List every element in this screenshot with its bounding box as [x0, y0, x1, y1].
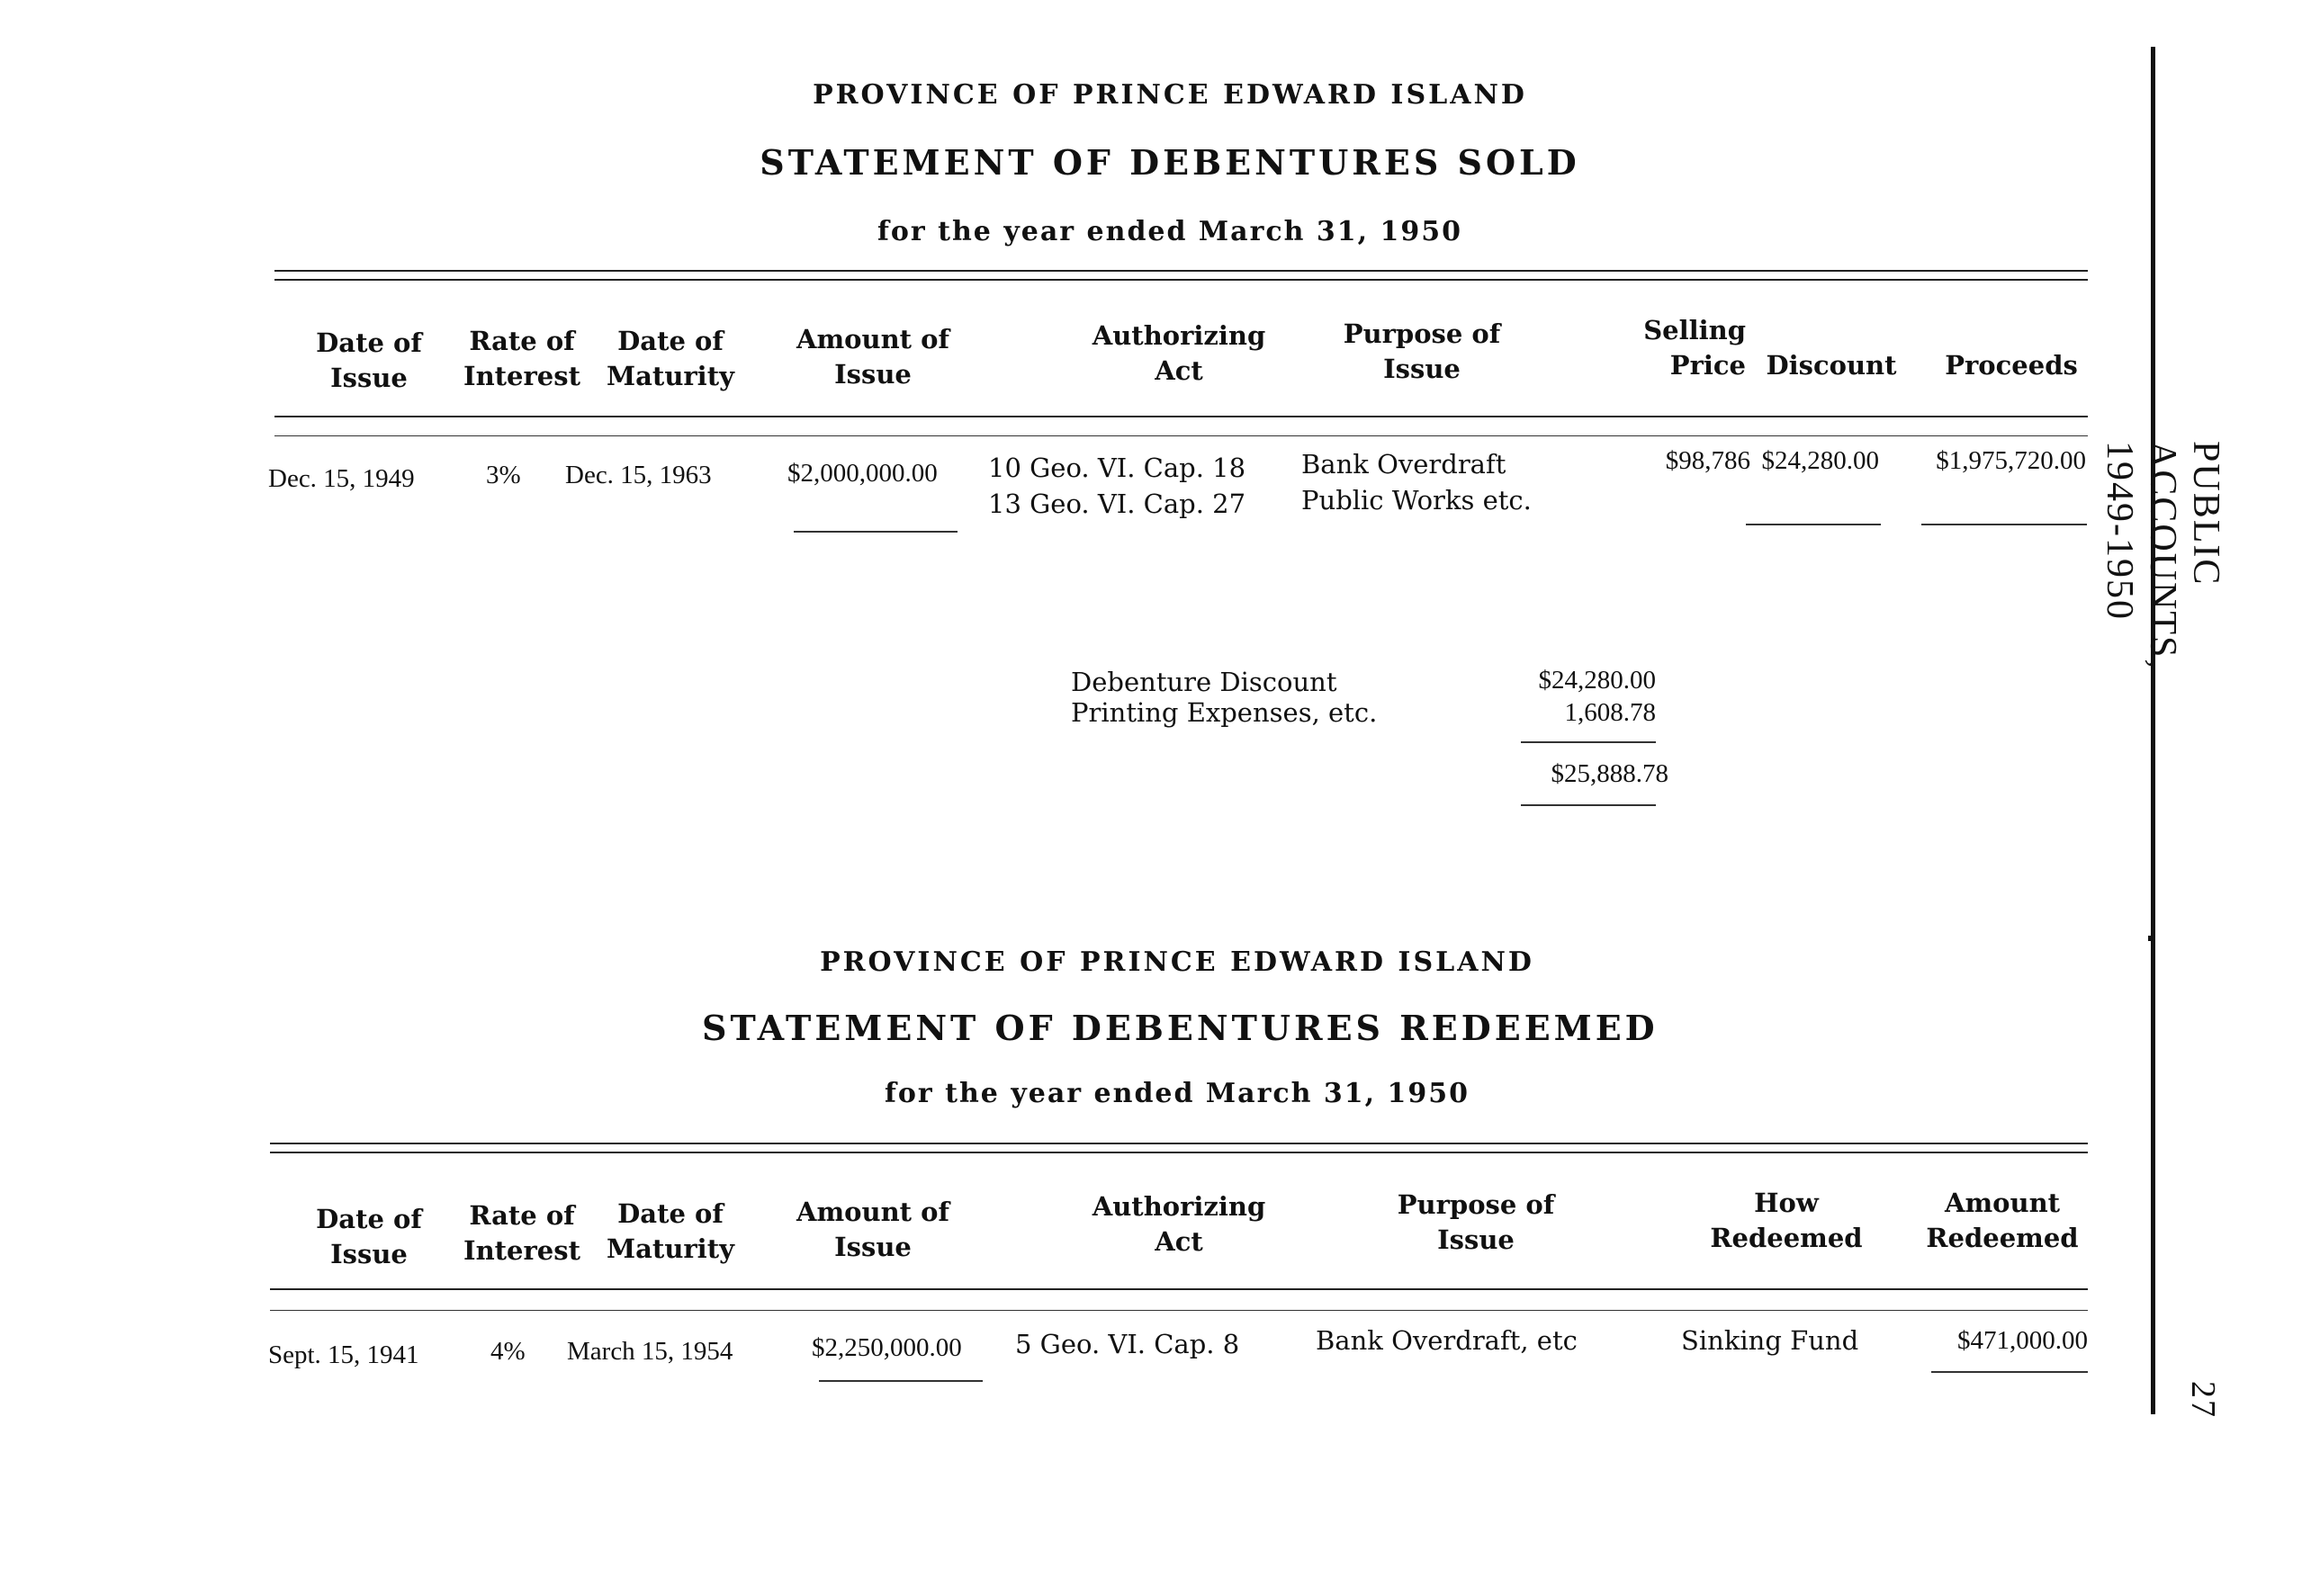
summary-value-printing: 1,608.78: [1564, 698, 1656, 727]
redeemed-province-title: PROVINCE OF PRINCE EDWARD ISLAND: [820, 946, 1534, 978]
sold-statement-title: STATEMENT OF DEBENTURES SOLD: [760, 142, 1580, 183]
sold-header-rule-2: [274, 435, 2088, 436]
redeemed-statement-title: STATEMENT OF DEBENTURES REDEEMED: [702, 1008, 1659, 1048]
redeemed-top-rule-2: [270, 1152, 2088, 1153]
sold-price: $98,786: [1665, 446, 1750, 475]
sold-header-purpose: Purpose of Issue: [1343, 318, 1501, 384]
sold-header-rate: Rate of Interest: [463, 326, 580, 391]
summary-label-printing: Printing Expenses, etc.: [1071, 697, 1378, 728]
redeemed-header-date-issue: Date of Issue: [316, 1204, 422, 1269]
sold-rate: 3%: [486, 461, 521, 489]
sold-header-rule-1: [274, 416, 2088, 417]
sold-header-amount: Amount of Issue: [796, 324, 949, 390]
redeemed-rate: 4%: [490, 1337, 526, 1366]
sold-maturity: Dec. 15, 1963: [565, 461, 712, 489]
sold-proceeds-underline: [1921, 524, 2087, 525]
redeemed-how: Sinking Fund: [1681, 1325, 1859, 1356]
sold-header-discount: Discount: [1766, 350, 1897, 381]
redeemed-maturity: March 15, 1954: [567, 1337, 733, 1366]
redeemed-header-rate: Rate of Interest: [463, 1200, 580, 1266]
running-title: PUBLIC ACCOUNTS, 1949-1950: [2099, 441, 2226, 670]
sold-header-price: Selling Price: [1643, 315, 1746, 381]
redeemed-amount-underline: [819, 1380, 983, 1382]
summary-label-discount: Debenture Discount: [1071, 667, 1337, 697]
summary-subtotal-rule: [1521, 741, 1656, 743]
sold-act: 10 Geo. VI. Cap. 18 13 Geo. VI. Cap. 27: [988, 453, 1246, 519]
sold-purpose: Bank Overdraft Public Works etc.: [1301, 449, 1532, 516]
redeemed-amount: $2,250,000.00: [812, 1333, 962, 1362]
redeemed-amount-redeemed-underline: [1931, 1371, 2088, 1373]
page-number: 27: [2184, 1381, 2222, 1419]
sold-discount-underline: [1746, 524, 1881, 525]
redeemed-act: 5 Geo. VI. Cap. 8: [1015, 1329, 1240, 1359]
summary-total: $25,888.78: [1551, 759, 1668, 788]
redeemed-header-how: How Redeemed: [1710, 1188, 1863, 1253]
redeemed-purpose: Bank Overdraft, etc: [1316, 1325, 1578, 1356]
sold-top-rule-2: [274, 279, 2088, 281]
sold-date-issue: Dec. 15, 1949: [268, 464, 415, 493]
redeemed-header-amount-redeemed: Amount Redeemed: [1926, 1188, 2079, 1253]
summary-value-discount: $24,280.00: [1538, 666, 1656, 695]
redeemed-header-purpose: Purpose of Issue: [1397, 1189, 1555, 1255]
summary-total-rule: [1521, 804, 1656, 806]
redeemed-header-maturity: Date of Maturity: [607, 1198, 734, 1264]
sold-period: for the year ended March 31, 1950: [877, 216, 1463, 247]
redeemed-period: for the year ended March 31, 1950: [884, 1078, 1470, 1109]
sold-amount-underline: [794, 531, 958, 533]
sold-header-act: Authorizing Act: [1092, 320, 1266, 386]
redeemed-header-amount: Amount of Issue: [796, 1197, 949, 1262]
sold-province-title: PROVINCE OF PRINCE EDWARD ISLAND: [813, 79, 1527, 111]
margin-vertical-bar: [2151, 47, 2155, 1414]
redeemed-header-rule-1: [270, 1288, 2088, 1290]
redeemed-amount-redeemed: $471,000.00: [1957, 1326, 2088, 1355]
redeemed-top-rule-1: [270, 1143, 2088, 1144]
sold-discount: $24,280.00: [1761, 446, 1879, 475]
sold-proceeds: $1,975,720.00: [1936, 446, 2086, 475]
sold-header-proceeds: Proceeds: [1945, 350, 2078, 381]
redeemed-header-rule-2: [270, 1310, 2088, 1311]
sold-amount: $2,000,000.00: [787, 459, 938, 488]
sold-top-rule-1: [274, 270, 2088, 272]
redeemed-date-issue: Sept. 15, 1941: [268, 1340, 419, 1369]
margin-bar-tick: [2148, 936, 2155, 941]
sold-header-date-issue: Date of Issue: [316, 327, 422, 393]
redeemed-header-act: Authorizing Act: [1092, 1191, 1266, 1257]
sold-header-maturity: Date of Maturity: [607, 326, 734, 391]
